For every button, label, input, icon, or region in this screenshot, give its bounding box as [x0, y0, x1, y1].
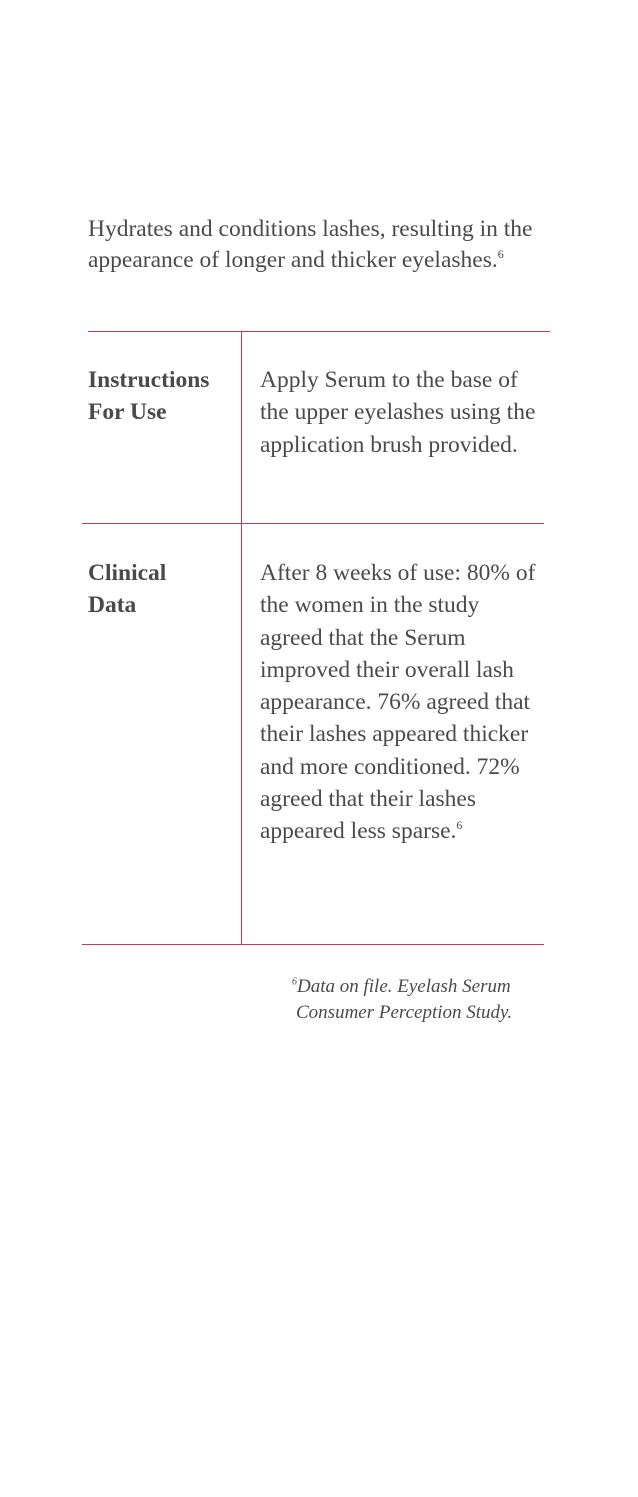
footnote-line1: Data on file. Eyelash Serum — [297, 976, 511, 997]
footnote-line2: Consumer Perception Study. — [296, 1002, 513, 1023]
table-column-divider — [241, 331, 242, 945]
intro-text: Hydrates and conditions lashes, resulting in the appearance of longer and thicker eyelashes. — [88, 216, 533, 273]
table-row-rule — [82, 523, 544, 524]
table-top-rule — [88, 331, 550, 332]
footnote — [292, 974, 592, 1026]
row-content-instructions: Apply Serum to the base of the upper eyelashes using the application brush provided. — [260, 367, 536, 458]
row-content-clinical: After 8 weeks of use: 80% of the women in the study agreed that the Serum improved their overall lash appearance. 76% agreed that their lashes appeared thicker and more conditioned. 72% agreed that their lashes appeared less sparse.$^6$ — [260, 560, 536, 845]
intro-paragraph — [88, 214, 548, 276]
row-label-clinical: Clinical Data — [88, 560, 167, 618]
footnote-ref: 6 — [292, 976, 297, 988]
clinical-footnote-ref: 6 — [456, 818, 463, 833]
table-bottom-rule — [82, 944, 544, 945]
row-label-instructions: Instructions For Use — [88, 367, 210, 425]
intro-footnote-ref: 6 — [497, 247, 504, 262]
